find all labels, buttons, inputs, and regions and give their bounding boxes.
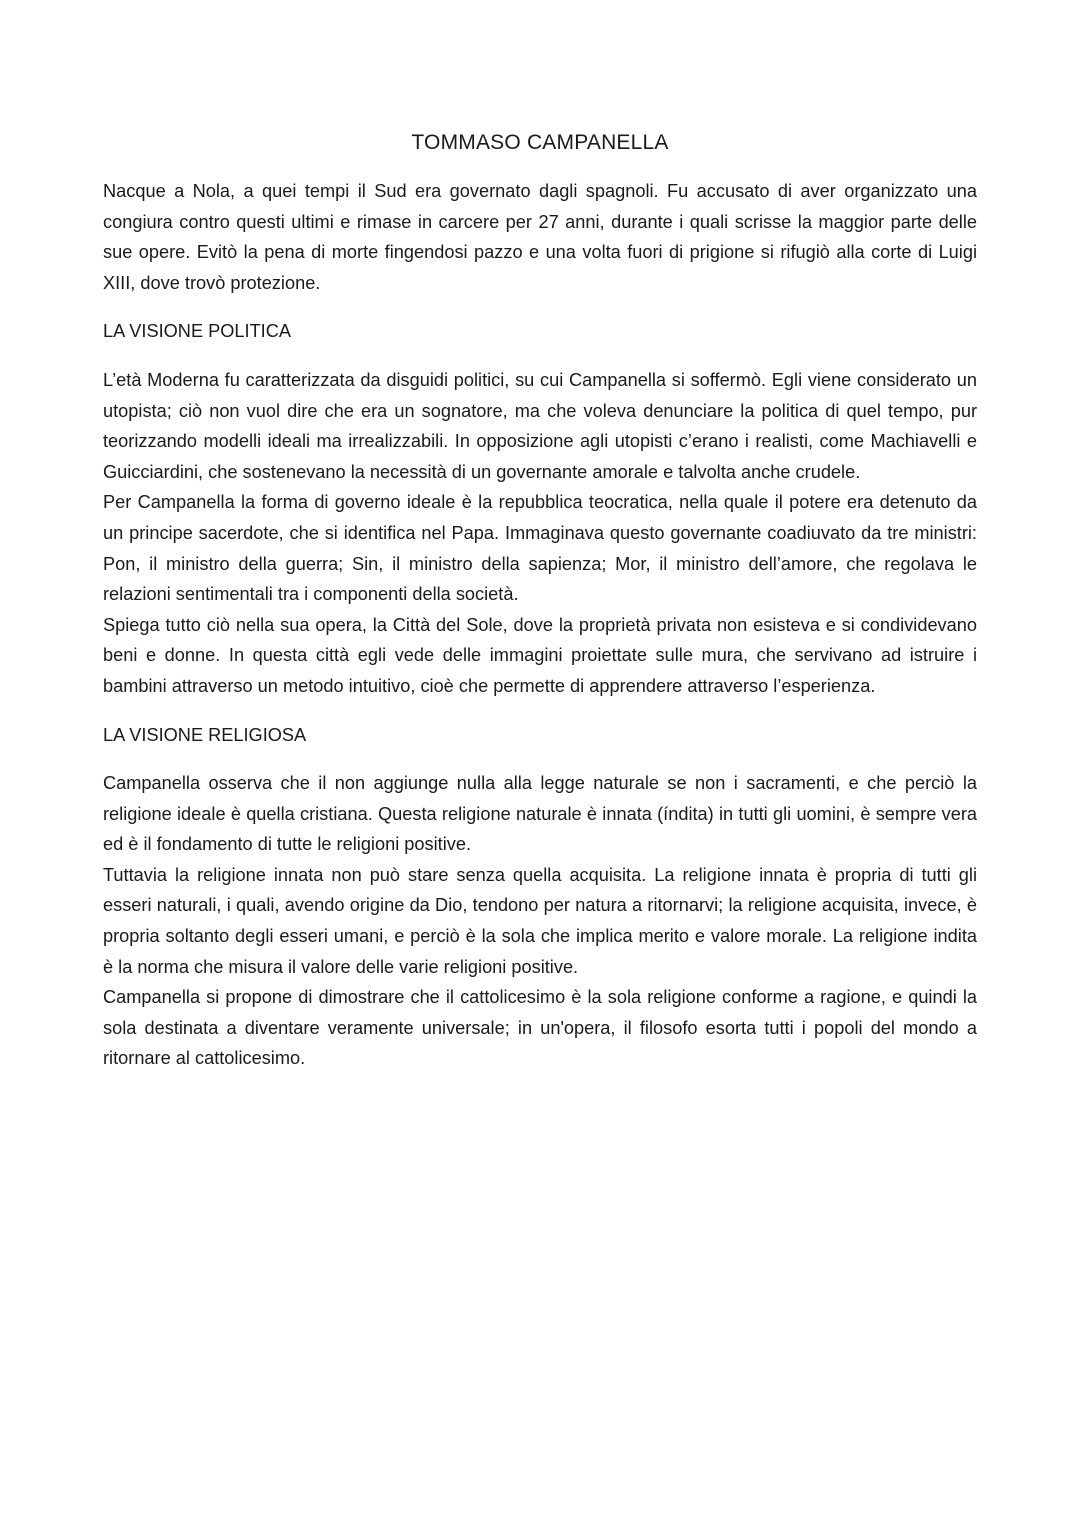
paragraph: Spiega tutto ciò nella sua opera, la Città del Sole, dove la proprietà privata non esisteva e si condividevano beni e donne. In questa città egli vede delle immagini proiettate sulle mura, che servivano ad istruire i bambini attraverso un metodo intuitivo, cioè che permette di apprendere attraverso l’esperienza. [103,614,977,696]
section-heading: LA VISIONE RELIGIOSA [103,724,307,745]
paragraph: Campanella si propone di dimostrare che il cattolicesimo è la sola religione conforme a ragione, e quindi la sola destinata a diventare veramente universale; in un'opera, il filosofo esorta tutti i popoli del mondo a ritornare al cattolicesimo. [103,987,977,1069]
section-religious [103,720,977,1075]
paragraph: Campanella osserva che il non aggiunge nulla alla legge naturale se non i sacramenti, e che perciò la religione ideale è quella cristiana. Questa religione naturale è innata (índita) in tutti gli uomini, è sempre vera ed è il fondamento di tutte le religioni positive. [103,773,977,855]
paragraph: Tuttavia la religione innata non può stare senza quella acquisita. La religione innata è propria di tutti gli esseri naturali, i quali, avendo origine da Dio, tendono per natura a ritornarvi; la religione acquisita, invece, è propria soltanto degli esseri umani, e perciò è la sola che implica merito e valore morale. La religione indita è la norma che misura il valore delle varie religioni positive. [103,864,977,977]
document-page [103,128,977,1074]
section-heading: LA VISIONE POLITICA [103,321,292,342]
intro-paragraph: Nacque a Nola, a quei tempi il Sud era governato dagli spagnoli. Fu accusato di aver organizzato una congiura contro questi ultimi e rimase in carcere per 27 anni, durante i quali scrisse la maggior parte delle sue opere. Evitò la pena di morte fingendosi pazzo e una volta fuori di prigione si rifugiò alla corte di Luigi XIII, dove trovò protezione. [103,181,977,293]
paragraph: L’età Moderna fu caratterizzata da disguidi politici, su cui Campanella si soffermò. Egli viene considerato un utopista; ciò non vuol dire che era un sognatore, ma che voleva denunciare la politica di quel tempo, pur teorizzando modelli ideali ma irrealizzabili. In opposizione agli utopisti c’erano i realisti, come Machiavelli e Guicciardini, che sostenevano la necessità di un governante amorale e talvolta anche crudele. [103,369,977,482]
section-political [103,316,977,701]
paragraph: Per Campanella la forma di governo ideale è la repubblica teocratica, nella quale il potere era detenuto da un principe sacerdote, che si identifica nel Papa. Immaginava questo governante coadiuvato da tre ministri: Pon, il ministro della guerra; Sin, il ministro della sapienza; Mor, il ministro dell’amore, che regolava le relazioni sentimentali tra i componenti della società. [103,492,977,605]
document-title: TOMMASO CAMPANELLA [411,131,669,154]
